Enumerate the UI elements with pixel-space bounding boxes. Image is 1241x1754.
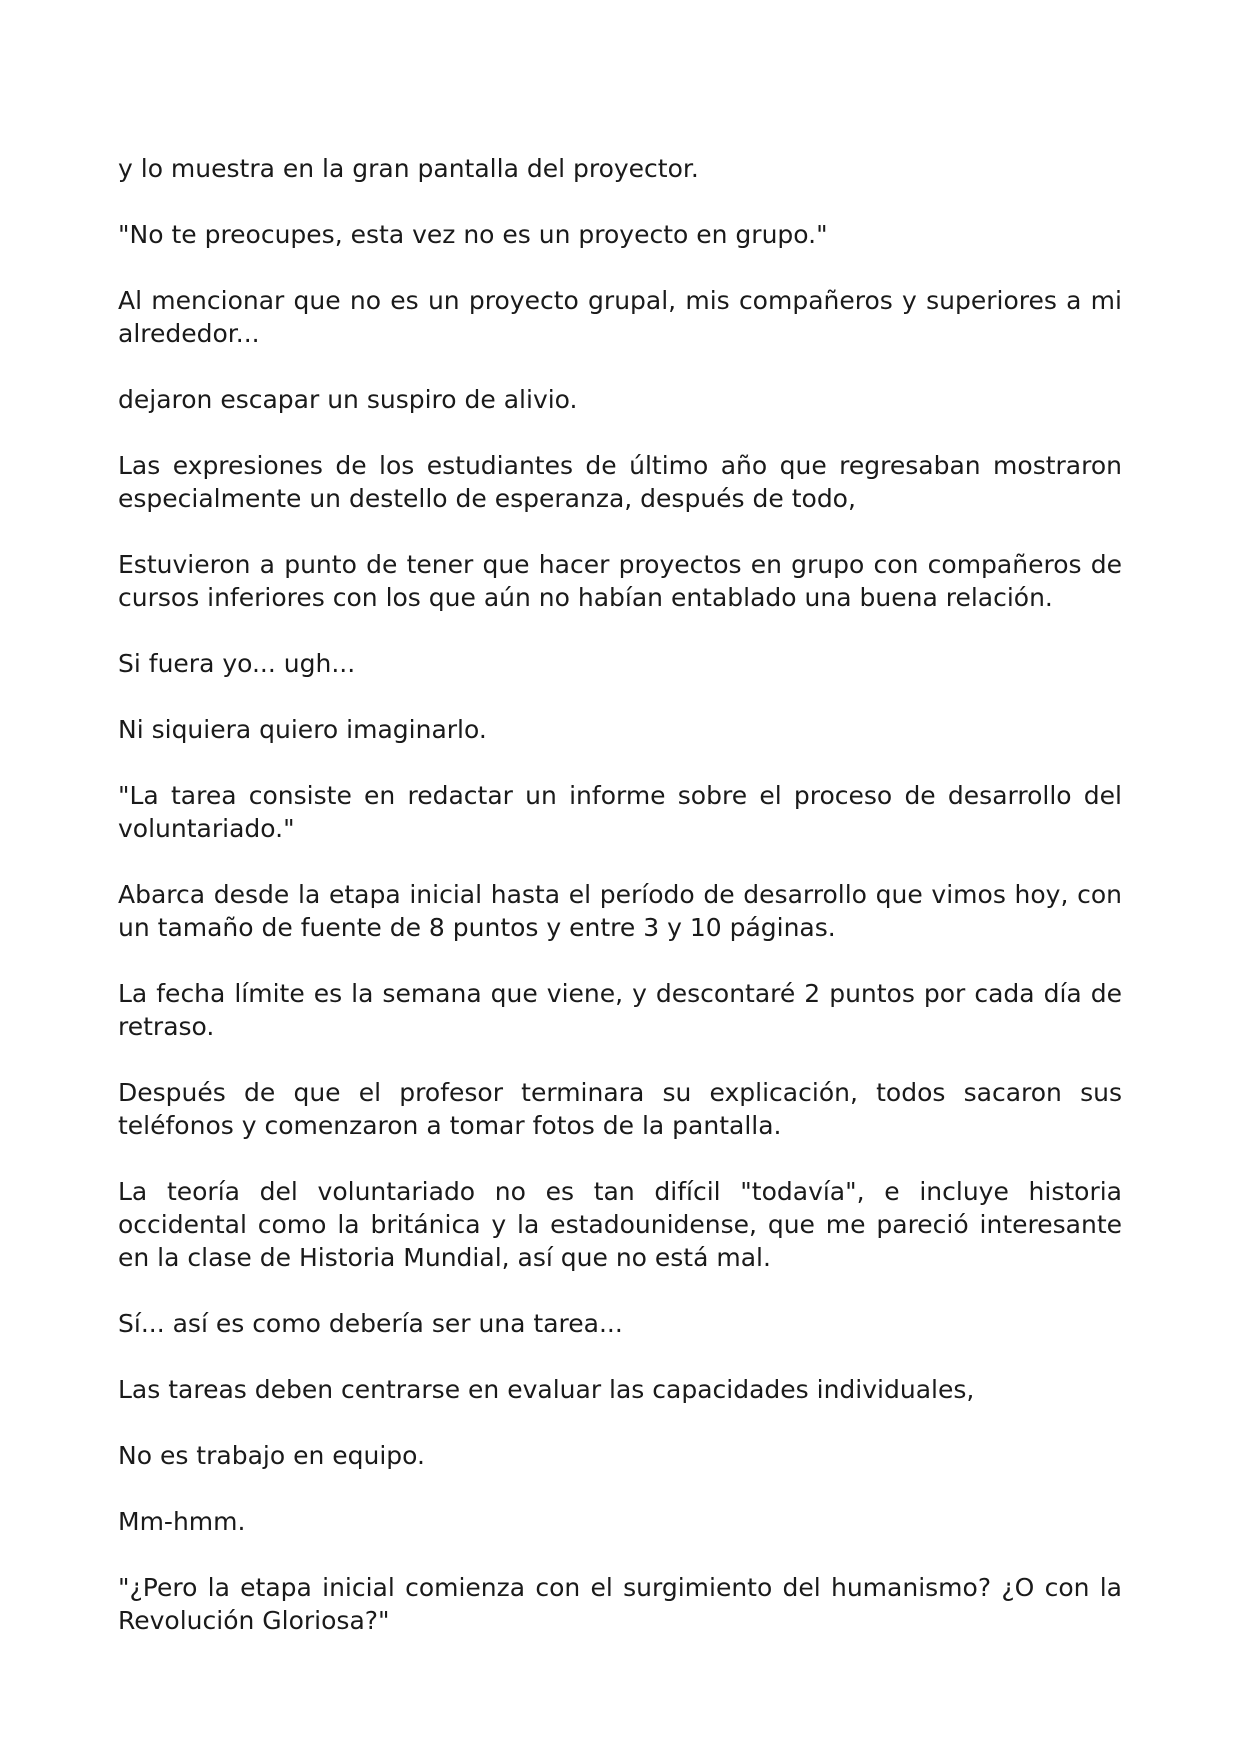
paragraph: Al mencionar que no es un proyecto grupal, mis compañeros y superiores a mi alrededor... [118, 286, 1122, 348]
paragraph: Abarca desde la etapa inicial hasta el período de desarrollo que vimos hoy, con un tamaño de fuente de 8 puntos y entre 3 y 10 páginas. [118, 880, 1122, 942]
paragraph: Las expresiones de los estudiantes de último año que regresaban mostraron especialmente un destello de esperanza, después de todo, [118, 451, 1122, 513]
paragraph: "La tarea consiste en redactar un informe sobre el proceso de desarrollo del voluntariado." [118, 781, 1122, 843]
paragraph: Mm-hmm. [118, 1507, 246, 1536]
paragraph: La teoría del voluntariado no es tan difícil "todavía", e incluye historia occidental como la británica y la estadounidense, que me pareció interesante en la clase de Historia Mundial, así que no está mal. [118, 1177, 1122, 1272]
paragraph: Las tareas deben centrarse en evaluar las capacidades individuales, [118, 1375, 975, 1404]
paragraph: dejaron escapar un suspiro de alivio. [118, 385, 578, 414]
paragraph: y lo muestra en la gran pantalla del proyector. [118, 154, 699, 183]
paragraph: Si fuera yo... ugh... [118, 649, 356, 678]
paragraph: La fecha límite es la semana que viene, y descontaré 2 puntos por cada día de retraso. [118, 979, 1122, 1041]
paragraph: No es trabajo en equipo. [118, 1441, 425, 1470]
paragraph: "¿Pero la etapa inicial comienza con el surgimiento del humanismo? ¿O con la Revolución Gloriosa?" [118, 1573, 1122, 1635]
paragraph: "No te preocupes, esta vez no es un proyecto en grupo." [118, 220, 828, 249]
paragraph: Después de que el profesor terminara su explicación, todos sacaron sus teléfonos y comenzaron a tomar fotos de la pantalla. [118, 1078, 1122, 1140]
paragraph: Estuvieron a punto de tener que hacer proyectos en grupo con compañeros de cursos inferiores con los que aún no habían entablado una buena relación. [118, 550, 1122, 612]
paragraph: Sí... así es como debería ser una tarea... [118, 1309, 623, 1338]
paragraph: Ni siquiera quiero imaginarlo. [118, 715, 487, 744]
text-body [118, 152, 1122, 1670]
